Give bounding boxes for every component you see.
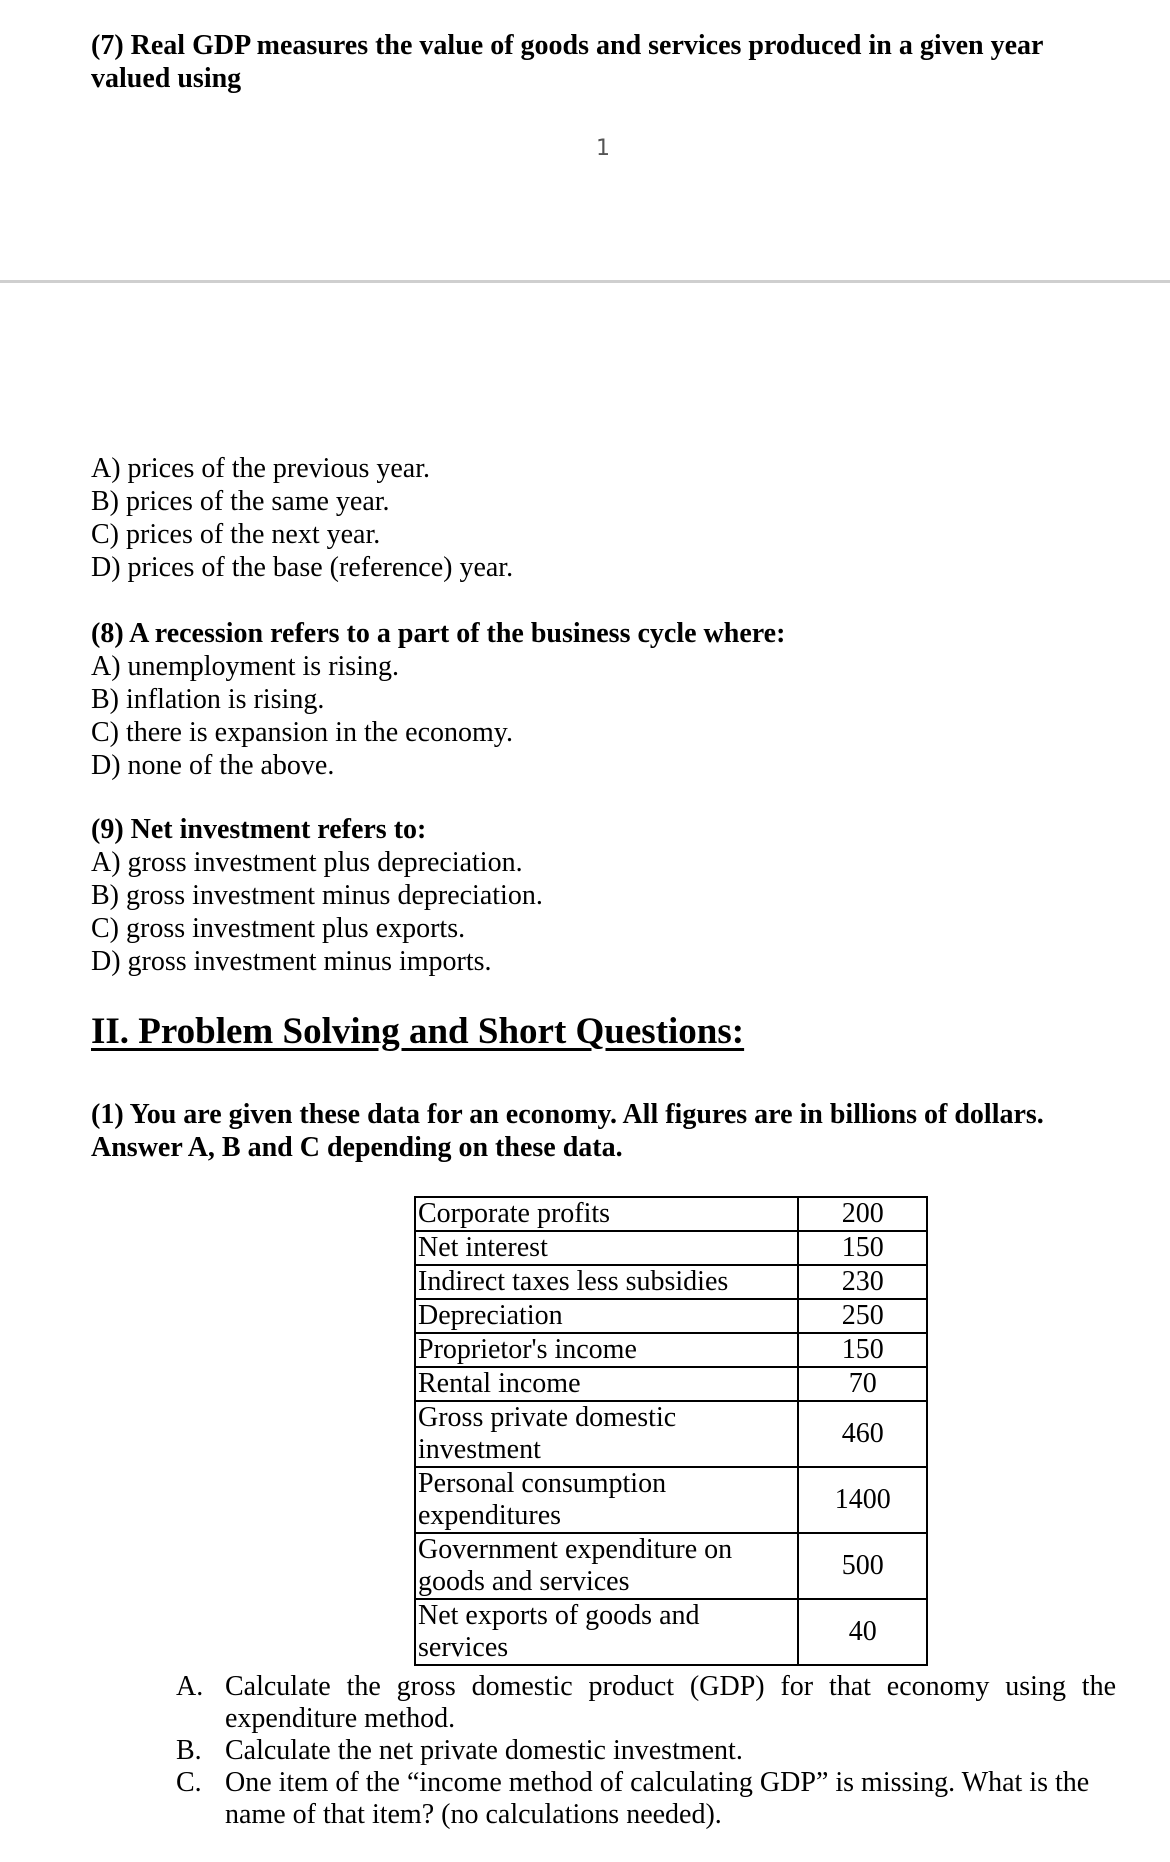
q9-option-c: C) gross investment plus exports. [91,913,466,944]
item-letter: B. [176,1735,202,1766]
list-item [176,1735,1116,1767]
problem1-intro-line2: Answer A, B and C depending on these data. [91,1132,623,1163]
row-value: 200 [798,1197,927,1231]
row-value: 1400 [798,1467,927,1533]
table-row [415,1599,927,1665]
q9-option-a: A) gross investment plus depreciation. [91,847,523,878]
row-label: Rental income [415,1367,798,1401]
row-label: Corporate profits [415,1197,798,1231]
row-label: Depreciation [415,1299,798,1333]
row-label: Government expenditure on goods and services [415,1533,798,1599]
list-item [176,1671,1116,1735]
table-row [415,1231,927,1265]
row-label: Net exports of goods and services [415,1599,798,1665]
table-row [415,1367,927,1401]
q7-question: (7) Real GDP measures the value of goods and services produced in a given year valued using [91,30,1043,94]
q7-option-b: B) prices of the same year. [91,486,390,517]
item-letter: A. [176,1671,204,1702]
row-value: 460 [798,1401,927,1467]
row-value: 230 [798,1265,927,1299]
table-row [415,1299,927,1333]
item-text: Calculate the net private domestic investment. [225,1735,743,1766]
row-value: 70 [798,1367,927,1401]
section-heading: II. Problem Solving and Short Questions: [91,1011,745,1052]
problem1-intro-line1: (1) You are given these data for an economy. All figures are in billions of dollars. [91,1099,1044,1130]
q8-option-a: A) unemployment is rising. [91,651,399,682]
row-label: Net interest [415,1231,798,1265]
item-letter: C. [176,1767,202,1798]
page-divider [0,280,1170,283]
q7-option-d: D) prices of the base (reference) year. [91,552,514,583]
table-row [415,1401,927,1467]
q7-options [91,452,513,584]
q8-option-c: C) there is expansion in the economy. [91,717,513,748]
row-label: Proprietor's income [415,1333,798,1367]
q9-question: (9) Net investment refers to: [91,814,427,845]
list-item [176,1767,1116,1831]
q8-block [91,617,785,782]
row-label: Gross private domestic investment [415,1401,798,1467]
q8-option-d: D) none of the above. [91,750,335,781]
q7-option-a: A) prices of the previous year. [91,453,430,484]
item-text: Calculate the gross domestic product (GDP) for that economy using the expenditure method. [225,1671,1116,1734]
q7-option-c: C) prices of the next year. [91,519,381,550]
table-row [415,1333,927,1367]
table-row [415,1197,927,1231]
table-row [415,1467,927,1533]
row-value: 250 [798,1299,927,1333]
row-value: 40 [798,1599,927,1665]
table-row [415,1533,927,1599]
table-row [415,1265,927,1299]
problem1-subquestions [176,1671,1116,1831]
economy-data-table [414,1196,928,1666]
q9-option-d: D) gross investment minus imports. [91,946,492,977]
row-label: Personal consumption expenditures [415,1467,798,1533]
item-text: One item of the “income method of calculating GDP” is missing. What is the name of that item? (no calculations needed). [225,1767,1090,1830]
row-value: 150 [798,1231,927,1265]
page-number: 1 [596,136,610,161]
q9-option-b: B) gross investment minus depreciation. [91,880,543,911]
q9-block [91,813,543,978]
row-value: 150 [798,1333,927,1367]
row-value: 500 [798,1533,927,1599]
q8-option-b: B) inflation is rising. [91,684,325,715]
row-label: Indirect taxes less subsidies [415,1265,798,1299]
q8-question: (8) A recession refers to a part of the business cycle where: [91,618,786,649]
